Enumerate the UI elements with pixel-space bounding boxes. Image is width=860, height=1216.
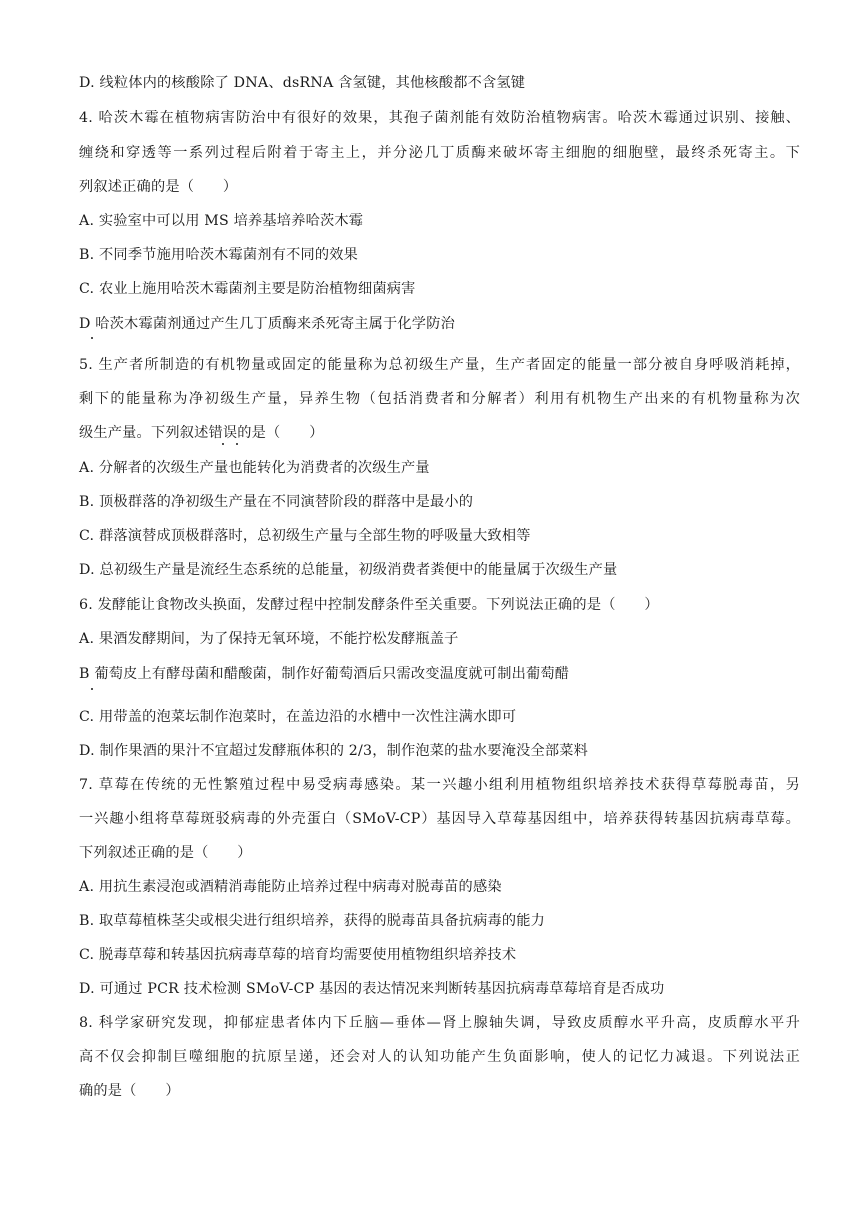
stray-dot bbox=[91, 688, 93, 690]
question-8-stem-line-2: 高不仅会抑制巨噬细胞的抗原呈递，还会对人的认知功能产生负面影响，使人的记忆力减退。下列说法正 bbox=[79, 1049, 800, 1065]
question-4-stem-line-3: 列叙述正确的是（ ） bbox=[79, 179, 238, 195]
option-5d: D. 总初级生产量是流经生态系统的总能量，初级消费者粪便中的能量属于次级生产量 bbox=[79, 562, 618, 578]
question-5-stem-line-2: 剩下的能量称为净初级生产量，异养生物（包括消费者和分解者）利用有机物生产出来的有机物量称为次 bbox=[79, 391, 800, 407]
option-4b: B. 不同季节施用哈茨木霉菌剂有不同的效果 bbox=[79, 247, 359, 263]
emphasis-dot bbox=[236, 443, 238, 445]
question-7-stem-line-3: 下列叙述正确的是（ ） bbox=[79, 845, 252, 861]
question-6-stem: 6. 发酵能让食物改头换面，发酵过程中控制发酵条件至关重要。下列说法正确的是（ ） bbox=[79, 597, 659, 613]
option-4d: D 哈茨木霉菌剂通过产生几丁质酶来杀死寄主属于化学防治 bbox=[79, 316, 455, 332]
option-7b: B. 取草莓植株茎尖或根尖进行组织培养，获得的脱毒苗具备抗病毒的能力 bbox=[79, 913, 546, 929]
option-6a: A. 果酒发酵期间，为了保持无氧环境，不能拧松发酵瓶盖子 bbox=[79, 631, 459, 647]
emphasis-dot bbox=[222, 443, 224, 445]
option-3d: D. 线粒体内的核酸除了 DNA、dsRNA 含氢键，其他核酸都不含氢键 bbox=[79, 75, 526, 91]
option-6d: D. 制作果酒的果汁不宜超过发酵瓶体积的 2/3，制作泡菜的盐水要淹没全部菜料 bbox=[79, 743, 589, 759]
option-4c: C. 农业上施用哈茨木霉菌剂主要是防治植物细菌病害 bbox=[79, 281, 416, 297]
question-7-stem-line-2: 一兴趣小组将草莓斑驳病毒的外壳蛋白（SMoV-CP）基因导入草莓基因组中，培养获得转基因抗病毒草莓。 bbox=[79, 811, 800, 827]
option-5c: C. 群落演替成顶极群落时，总初级生产量与全部生物的呼吸量大致相等 bbox=[79, 528, 531, 544]
question-8-stem-line-1: 8. 科学家研究发现，抑郁症患者体内下丘脑—垂体—肾上腺轴失调，导致皮质醇水平升高，皮质醇水平升 bbox=[79, 1015, 800, 1031]
question-4-stem-line-1: 4. 哈茨木霉在植物病害防治中有很好的效果，其孢子菌剂能有效防治植物病害。哈茨木霉通过识别、接触、 bbox=[79, 110, 800, 126]
option-6c: C. 用带盖的泡菜坛制作泡菜时，在盖边沿的水槽中一次性注满水即可 bbox=[79, 709, 517, 725]
stray-dot bbox=[91, 337, 93, 339]
option-7a: A. 用抗生素浸泡或酒精消毒能防止培养过程中病毒对脱毒苗的感染 bbox=[79, 879, 502, 895]
question-4-stem-line-2: 缠绕和穿透等一系列过程后附着于寄主上，并分泌几丁质酶来破坏寄主细胞的细胞壁，最终杀死寄主。下 bbox=[79, 145, 800, 161]
question-7-stem-line-1: 7. 草莓在传统的无性繁殖过程中易受病毒感染。某一兴趣小组利用植物组织培养技术获得草莓脱毒苗，另 bbox=[79, 777, 800, 793]
question-5-stem-line-3: 级生产量。下列叙述错误的是（ ） bbox=[79, 425, 324, 441]
option-7c: C. 脱毒草莓和转基因抗病毒草莓的培育均需要使用植物组织培养技术 bbox=[79, 947, 517, 963]
option-5a: A. 分解者的次级生产量也能转化为消费者的次级生产量 bbox=[79, 460, 430, 476]
question-8-stem-line-3: 确的是（ ） bbox=[79, 1083, 180, 1099]
question-5-stem-line-1: 5. 生产者所制造的有机物量或固定的能量称为总初级生产量，生产者固定的能量一部分被自身呼吸消耗掉， bbox=[79, 357, 800, 373]
option-4a: A. 实验室中可以用 MS 培养基培养哈茨木霉 bbox=[79, 213, 364, 229]
option-7d: D. 可通过 PCR 技术检测 SMoV-CP 基因的表达情况来判断转基因抗病毒草莓培育是否成功 bbox=[79, 981, 665, 997]
option-5b: B. 顶极群落的净初级生产量在不同演替阶段的群落中是最小的 bbox=[79, 494, 474, 510]
option-6b: B 葡萄皮上有酵母菌和醋酸菌，制作好葡萄酒后只需改变温度就可制出葡萄醋 bbox=[79, 666, 570, 682]
